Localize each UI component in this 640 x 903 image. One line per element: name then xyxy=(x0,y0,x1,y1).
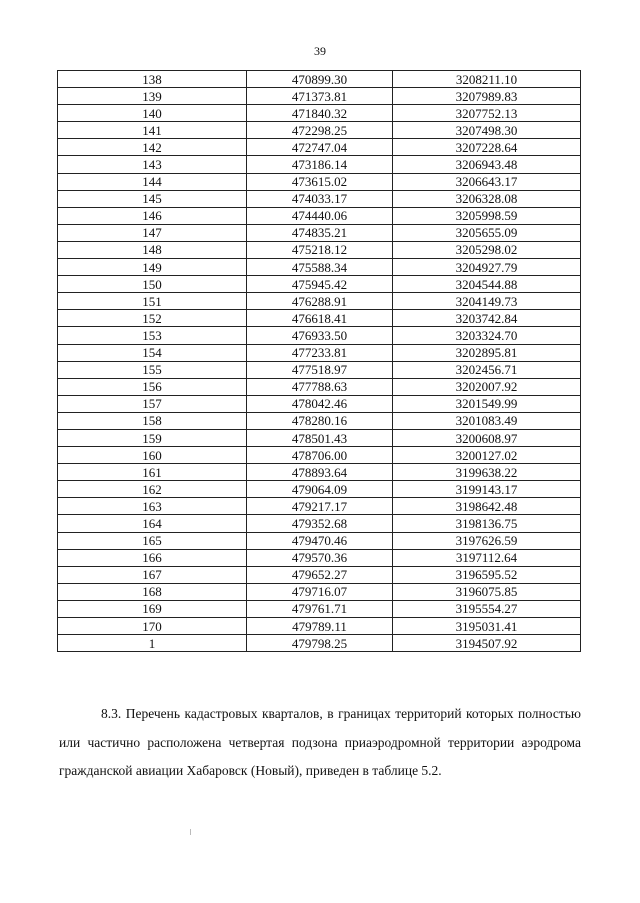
y-coordinate-cell: 3195031.41 xyxy=(393,618,581,635)
point-number-cell: 163 xyxy=(58,498,247,515)
x-coordinate-cell: 478501.43 xyxy=(247,429,393,446)
x-coordinate-cell: 479789.11 xyxy=(247,618,393,635)
y-coordinate-cell: 3195554.27 xyxy=(393,600,581,617)
point-number-cell: 152 xyxy=(58,310,247,327)
table-row xyxy=(58,498,581,515)
x-coordinate-cell: 476618.41 xyxy=(247,310,393,327)
point-number-cell: 165 xyxy=(58,532,247,549)
y-coordinate-cell: 3202456.71 xyxy=(393,361,581,378)
table-row xyxy=(58,293,581,310)
point-number-cell: 167 xyxy=(58,566,247,583)
x-coordinate-cell: 477233.81 xyxy=(247,344,393,361)
point-number-cell: 144 xyxy=(58,173,247,190)
x-coordinate-cell: 476933.50 xyxy=(247,327,393,344)
point-number-cell: 159 xyxy=(58,429,247,446)
point-number-cell: 148 xyxy=(58,241,247,258)
x-coordinate-cell: 479798.25 xyxy=(247,635,393,652)
point-number-cell: 161 xyxy=(58,464,247,481)
x-coordinate-cell: 471373.81 xyxy=(247,88,393,105)
table-row xyxy=(58,618,581,635)
x-coordinate-cell: 470899.30 xyxy=(247,71,393,88)
table-row xyxy=(58,156,581,173)
coordinates-table xyxy=(57,70,581,652)
point-number-cell: 166 xyxy=(58,549,247,566)
table-row xyxy=(58,190,581,207)
point-number-cell: 162 xyxy=(58,481,247,498)
table-row xyxy=(58,276,581,293)
point-number-cell: 150 xyxy=(58,276,247,293)
table-row xyxy=(58,395,581,412)
point-number-cell: 145 xyxy=(58,190,247,207)
table-row xyxy=(58,259,581,276)
x-coordinate-cell: 479217.17 xyxy=(247,498,393,515)
y-coordinate-cell: 3200127.02 xyxy=(393,447,581,464)
y-coordinate-cell: 3201549.99 xyxy=(393,395,581,412)
coordinates-table-body xyxy=(58,71,581,652)
y-coordinate-cell: 3196595.52 xyxy=(393,566,581,583)
table-row xyxy=(58,412,581,429)
table-row xyxy=(58,378,581,395)
x-coordinate-cell: 478042.46 xyxy=(247,395,393,412)
x-coordinate-cell: 474835.21 xyxy=(247,224,393,241)
y-coordinate-cell: 3205298.02 xyxy=(393,241,581,258)
x-coordinate-cell: 472747.04 xyxy=(247,139,393,156)
table-row xyxy=(58,71,581,88)
y-coordinate-cell: 3207752.13 xyxy=(393,105,581,122)
page-number: 39 xyxy=(314,44,326,58)
point-number-cell: 141 xyxy=(58,122,247,139)
table-row xyxy=(58,549,581,566)
x-coordinate-cell: 473615.02 xyxy=(247,173,393,190)
scan-artifact xyxy=(190,829,191,835)
y-coordinate-cell: 3207498.30 xyxy=(393,122,581,139)
x-coordinate-cell: 479352.68 xyxy=(247,515,393,532)
table-row xyxy=(58,310,581,327)
table-row xyxy=(58,361,581,378)
table-row xyxy=(58,464,581,481)
point-number-cell: 168 xyxy=(58,583,247,600)
point-number-cell: 1 xyxy=(58,635,247,652)
point-number-cell: 157 xyxy=(58,395,247,412)
point-number-cell: 140 xyxy=(58,105,247,122)
x-coordinate-cell: 479570.36 xyxy=(247,549,393,566)
x-coordinate-cell: 474033.17 xyxy=(247,190,393,207)
y-coordinate-cell: 3208211.10 xyxy=(393,71,581,88)
table-row xyxy=(58,344,581,361)
x-coordinate-cell: 474440.06 xyxy=(247,207,393,224)
y-coordinate-cell: 3200608.97 xyxy=(393,429,581,446)
table-row xyxy=(58,429,581,446)
y-coordinate-cell: 3206328.08 xyxy=(393,190,581,207)
point-number-cell: 146 xyxy=(58,207,247,224)
y-coordinate-cell: 3202895.81 xyxy=(393,344,581,361)
point-number-cell: 138 xyxy=(58,71,247,88)
table-row xyxy=(58,327,581,344)
point-number-cell: 142 xyxy=(58,139,247,156)
y-coordinate-cell: 3207228.64 xyxy=(393,139,581,156)
table-row xyxy=(58,515,581,532)
point-number-cell: 169 xyxy=(58,600,247,617)
x-coordinate-cell: 479716.07 xyxy=(247,583,393,600)
table-row xyxy=(58,600,581,617)
x-coordinate-cell: 471840.32 xyxy=(247,105,393,122)
point-number-cell: 143 xyxy=(58,156,247,173)
y-coordinate-cell: 3198136.75 xyxy=(393,515,581,532)
x-coordinate-cell: 476288.91 xyxy=(247,293,393,310)
table-row xyxy=(58,241,581,258)
point-number-cell: 153 xyxy=(58,327,247,344)
table-row xyxy=(58,122,581,139)
y-coordinate-cell: 3204927.79 xyxy=(393,259,581,276)
y-coordinate-cell: 3197112.64 xyxy=(393,549,581,566)
y-coordinate-cell: 3205655.09 xyxy=(393,224,581,241)
y-coordinate-cell: 3197626.59 xyxy=(393,532,581,549)
y-coordinate-cell: 3199638.22 xyxy=(393,464,581,481)
y-coordinate-cell: 3204149.73 xyxy=(393,293,581,310)
table-row xyxy=(58,447,581,464)
x-coordinate-cell: 472298.25 xyxy=(247,122,393,139)
y-coordinate-cell: 3203324.70 xyxy=(393,327,581,344)
x-coordinate-cell: 478706.00 xyxy=(247,447,393,464)
point-number-cell: 154 xyxy=(58,344,247,361)
x-coordinate-cell: 477518.97 xyxy=(247,361,393,378)
x-coordinate-cell: 475945.42 xyxy=(247,276,393,293)
table-row xyxy=(58,105,581,122)
table-row xyxy=(58,566,581,583)
y-coordinate-cell: 3198642.48 xyxy=(393,498,581,515)
x-coordinate-cell: 475218.12 xyxy=(247,241,393,258)
y-coordinate-cell: 3201083.49 xyxy=(393,412,581,429)
y-coordinate-cell: 3194507.92 xyxy=(393,635,581,652)
x-coordinate-cell: 475588.34 xyxy=(247,259,393,276)
y-coordinate-cell: 3199143.17 xyxy=(393,481,581,498)
x-coordinate-cell: 478893.64 xyxy=(247,464,393,481)
x-coordinate-cell: 477788.63 xyxy=(247,378,393,395)
table-row xyxy=(58,635,581,652)
x-coordinate-cell: 479064.09 xyxy=(247,481,393,498)
table-row xyxy=(58,173,581,190)
table-row xyxy=(58,224,581,241)
point-number-cell: 139 xyxy=(58,88,247,105)
table-row xyxy=(58,207,581,224)
y-coordinate-cell: 3196075.85 xyxy=(393,583,581,600)
table-row xyxy=(58,139,581,156)
y-coordinate-cell: 3205998.59 xyxy=(393,207,581,224)
x-coordinate-cell: 478280.16 xyxy=(247,412,393,429)
table-row xyxy=(58,583,581,600)
table-row xyxy=(58,88,581,105)
point-number-cell: 170 xyxy=(58,618,247,635)
y-coordinate-cell: 3204544.88 xyxy=(393,276,581,293)
point-number-cell: 160 xyxy=(58,447,247,464)
point-number-cell: 155 xyxy=(58,361,247,378)
x-coordinate-cell: 473186.14 xyxy=(247,156,393,173)
y-coordinate-cell: 3202007.92 xyxy=(393,378,581,395)
y-coordinate-cell: 3203742.84 xyxy=(393,310,581,327)
point-number-cell: 158 xyxy=(58,412,247,429)
x-coordinate-cell: 479761.71 xyxy=(247,600,393,617)
y-coordinate-cell: 3206643.17 xyxy=(393,173,581,190)
y-coordinate-cell: 3207989.83 xyxy=(393,88,581,105)
point-number-cell: 147 xyxy=(58,224,247,241)
table-row xyxy=(58,532,581,549)
point-number-cell: 149 xyxy=(58,259,247,276)
x-coordinate-cell: 479470.46 xyxy=(247,532,393,549)
point-number-cell: 156 xyxy=(58,378,247,395)
point-number-cell: 164 xyxy=(58,515,247,532)
table-row xyxy=(58,481,581,498)
point-number-cell: 151 xyxy=(58,293,247,310)
section-8-3-paragraph: 8.3. Перечень кадастровых кварталов, в границах территорий которых полностью или частично расположена четвертая подзона приаэродромной территории аэродрома гражданской авиации Хабаровск (Новый), приведен в таблице 5.2. xyxy=(59,706,581,779)
x-coordinate-cell: 479652.27 xyxy=(247,566,393,583)
y-coordinate-cell: 3206943.48 xyxy=(393,156,581,173)
